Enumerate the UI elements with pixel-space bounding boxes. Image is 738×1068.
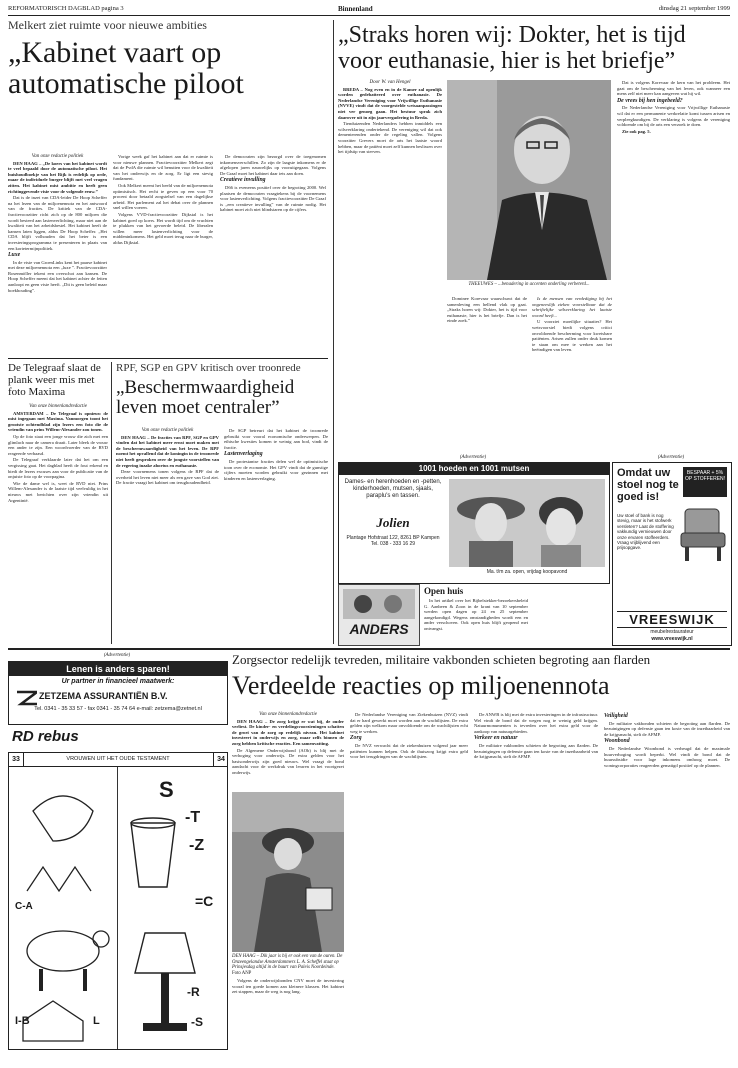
ad1-headline: 1001 hoeden en 1001 mutsen: [339, 463, 609, 475]
a6-body-6: De militaire vakbonden schieten de begroting aan flarden. De bezuinigingen op defensie gaan ten koste van de inzetbaarheid van de krijgsmacht, stelt de AFMP.: [604, 720, 730, 737]
ad1-logo-box: [338, 584, 420, 646]
a6-col-1b: [232, 978, 344, 996]
a2-col-3: [532, 296, 612, 354]
rebus-glyph-9: -S: [191, 1015, 203, 1029]
rebus-house-icon: [23, 1001, 83, 1041]
rebus-glyph-5: -T: [185, 809, 201, 826]
a2-quote: Is de mensen van verdediging bij het ongeneeslijk zieken voorstelbaar dat de schriftelijke wilsverklaring het laatste woord heeft...: [532, 296, 612, 318]
ad2-body: Uw stoel of bank is nog stevig, maar is het stofwerk versleten? Laat de stoffering vakkundig vernieuwen door onze ervaren stoffeerders. Vraag vrijblijvend een prijsopgave.: [617, 513, 674, 551]
rebus-glyph-1: C-A: [15, 901, 33, 912]
ad3-sub: Ur partner in financieel maatwerk:: [61, 678, 175, 685]
rebus-heading: VROUWEN UIT HET OUDE TESTAMENT: [66, 756, 170, 762]
a5-body: In het artikel over het Bijbelstekker-bezoekersbeleid G. Aanbeen & Zoon in de krant van 10 september werden open dagen op 24 en 25 september aangekondigd. Wegens omstandigheden wordt een en ander verschoven. Ook open huis blijft geopend met ontvangst.: [424, 598, 528, 631]
ad1-sub: Dames- en herenhoeden en -petten, kinderhoeden, mutsen, sjaals, paraplu's en tassen.: [344, 479, 442, 499]
rebus-right-num: 34: [213, 753, 228, 766]
a4-body-2: De SGP betreurt dat het kabinet de troonrede gebruikt voor vooral economische onderwerpen. De ethische kwesties komen te weinig aan bod, vindt de fractie.: [224, 428, 328, 450]
a1-body-2: In de visie van GroenLinks kent het paarse kabinet met deze miljoenennota een „luxe ”. Fractievoorzitter Rosenmöller tekent een overschot aan kansen. De Hoop Scheffer meent dat het kabinet achter de feiten aanloopt en geen visie heeft. „Dit is geen beleid maar boekhouding”.: [8, 259, 107, 293]
portrait-photo: [447, 80, 611, 280]
a4-col-1: [116, 428, 219, 487]
a6-kicker: Zorgsector redelijk tevreden, militaire vakbonden schieten begroting aan flarden: [232, 652, 651, 667]
a2-body-2: Dominee Korevaar waarschuwt dat de samenleving een hellend vlak op gaat. „Straks horen wij: Dokter, het is tijd voor euthanasie, hier is het briefje. Dan is het einde zoek.”: [447, 296, 527, 324]
a1-body-1: Dat is de inzet van CDA-leider De Hoop Scheffer na het lezen van de miljoenennota en het antwoord van de fracties. De kritiek van de CDA-fractievoorzitter richt zich op de 800 miljoen die wordt besteed aan lastenverlichting, maar niet aan de kwaliteit van het arbeidsbestel. Het kabinet heeft de kansen laten liggen, aldus De Hoop Scheffer. „Het CDA blijft volhouden dat het beter is een investeringsprogramma te presenteren in plaats van een kortetermijnpolitiek.: [8, 195, 107, 251]
a2-col-1: [338, 80, 442, 156]
rebus-lamp-icon: [125, 923, 221, 1043]
ad2-brand: VREESWIJK: [617, 611, 727, 628]
rebus-box: [8, 752, 228, 1050]
a6-body-2: Volgens de onderwijsbonden CNV moet de investering vooral ten goede komen aan kleinere klassen. Het kabinet zet stappen, maar de weg is nog lang.: [232, 978, 344, 995]
a2-subhead: De vrees bij hen ingebeeld?: [617, 97, 683, 104]
a2-title: „Straks horen wij: Dokter, het is tijd voor euthanasie, hier is het briefje”: [338, 22, 686, 74]
a6-body-7: De Nederlandse Woonbond is verheugd dat de maximale huurverhoging wordt beperkt. Wel vindt de bond dat de huursubsidie voor lage inkomens omhoog moet. De woningcorporaties reageerden gematigd positief op de plannen.: [604, 745, 730, 768]
a5-body-col: [424, 598, 528, 633]
a6-photo: [232, 792, 344, 952]
a1-byline: Van onze redactie politiek: [31, 154, 84, 159]
a3-body: [8, 404, 108, 504]
rebus-header: [9, 753, 227, 767]
rebus-glyph-6: -Z: [189, 837, 205, 854]
a2-col-2: [447, 296, 527, 325]
rebus-glyph-2: I-B: [15, 1015, 30, 1027]
rebus-bucket-icon: [123, 813, 183, 893]
a6-subhead-1: Zorg: [350, 735, 362, 742]
divider: [333, 20, 334, 644]
a6-subhead-3: Veiligheid: [604, 713, 628, 719]
a2-body-3: U voorziet moeilijke situaties? Het wetsvoorstel biedt volgens critici onvoldoende bescherming voor kwetsbare patiënten. Artsen zullen onder druk komen te staan om mee te werken aan het beëindigen van leven.: [532, 319, 612, 353]
a6-col-4: [604, 712, 730, 769]
a6-subhead-4: Woonbond: [604, 738, 630, 745]
a2-photo: [447, 80, 611, 280]
a3-byline: Van onze binnenlandredactie: [29, 404, 87, 409]
a2-body-1: Tienduizenden Nederlanders hebben inmiddels een wilsverklaring ondertekend. De vereniging wil dat ook dementerenden onder de regeling vallen. Volgens voorzitter Grevers moet de arts het laatste woord hebben, maar de patiënt moet zelf kunnen beslissen over het tijdstip van sterven.: [338, 121, 442, 155]
a2-tail: Zie ook pag. 5.: [622, 128, 651, 134]
a6-title: Verdeelde reacties op miljoenennota: [232, 671, 610, 700]
a1-body-4-intro: De democraten zijn bezorgd over de toegenomen inkomensverschillen. Zo zijn de laagste inkomens er de afgelopen jaren nauwelijks op vooruitgegaan. Volgens De Graaf moet het kabinet daar iets aan doen.: [220, 154, 326, 176]
a2-body-4: Dat is volgens Korevaar de kern van het probleem. Het gaat om de bescherming van het leven, ook wanneer een mens zelf niet meer kan aangeven wat hij wil.: [617, 80, 730, 97]
a3-body-3: Wie de dame wel is, weet de RVD niet. Prins Willem-Alexander is de laatste tijd veelvuldig in het nieuws met berichten over zijn vriendin uit Argentinië.: [8, 480, 108, 503]
a6-subhead-2: Verkeer en natuur: [474, 735, 518, 742]
a4-kicker: RPF, SGP en GPV kritisch over troonrede: [116, 362, 301, 374]
a1-kicker: Melkert ziet ruimte voor nieuwe ambities: [8, 18, 207, 32]
a2-lead: BREDA – Nog even en in de Kamer zal openlijk worden gedebatteerd over euthanasie. De Nederlandse Vereniging voor Vrijwillige Euthanasie (NVVE) vindt dat de voorgestelde wetsaanpassingen niet ver genoeg gaan. Het bestuur sprak zich daarover uit in zijn jaarvergadering in Breda.: [338, 86, 442, 120]
a6-photo-caption-text: DEN HAAG – Dik jaar is bij er ook een van de ouren. De Onzeengelandse Amsterdammers L. A. Scheffel staat op Prinsjesdag altijd in de buurt van Paleis Noordeinde.: [232, 954, 343, 971]
rebus-left-num: 33: [9, 753, 24, 766]
a3-body-1: Op de foto staat een jonge vrouw die zich met een glimlach naar de camera draait. Later bleek de vrouw een ander te zijn. Een woordvoerder van de RVD reageerde verbaasd.: [8, 433, 108, 456]
ad3-box: [8, 661, 228, 725]
a2-col-4: [617, 80, 730, 135]
rebus-title: RD rebus: [12, 728, 79, 745]
rebus-glyph-7: =C: [195, 893, 214, 909]
ad2-label: (Advertentie): [657, 455, 685, 460]
a4-col-2: [224, 428, 328, 482]
ad1-photo: [449, 479, 605, 567]
a6-lead: DEN HAAG – De zorg krijgt er wat bij, de ouder verliest. De kinder- en verdelingsvoorzieningen schatten de groei van de zorg op redelijk niveau. Het kabinet investeert in onderwijs en zorg, maar zelfs binnen de zorg hebben kritische reacties. Een samenvatting.: [232, 718, 344, 746]
ad1-logo-graphic: [343, 589, 415, 619]
a3-kicker: De Telegraaf slaat de plank weer mis met foto Maxima: [8, 362, 101, 398]
a1-body-7: Volgens VVD-fractievoorzitter Dijkstal is het kabinet goed op koers. Het wordt tijd om de vruchten te plukken van het gevoerde beleid. De liberalen willen meer lastenverlichting voor de middeninkomens. Het geld moet terug naar de burger, aldus Dijkstal.: [113, 211, 213, 245]
chair-icon: [679, 503, 727, 563]
ad3-contact: Tel. 0341 - 35 33 57 - fax 0341 - 35 74 64 e-mail: zetzema@zetnet.nl: [34, 706, 202, 712]
a1-lead: DEN HAAG – „De koers van het kabinet wordt te veel bepaald door de automatische piloot. Het huishoudboekje van het Rijk is redelijk op orde, maar de individuele burger blijft met veel vragen zitten. Het kabinet mist ambitie en heeft geen richtinggevende visie voor de volgende eeuw.”: [8, 160, 107, 194]
rebus-glyph-3: L: [93, 1015, 100, 1027]
ad2-brand-sub: meubelrestaurateur: [650, 629, 694, 635]
a4-subhead: Lastenverlaging: [224, 451, 263, 458]
a6-col-2: [350, 712, 468, 761]
a4-lead: DEN HAAG – De fracties van RPF, SGP en GPV vinden dat het kabinet meer ernst moet maken met de beschermwaardigheid van het leven. De RPF noemt het opvallend dat de koningin in de troonrede niet heeft gesproken over de jongste voorstellen van de regering inzake abortus en euthanasie.: [116, 434, 219, 468]
zetzema-logo-icon: [17, 690, 37, 706]
divider: [111, 362, 112, 644]
a4-title: „Beschermwaardigheid leven moet centraler”: [116, 377, 295, 418]
woman-photo: [232, 792, 344, 952]
a1-subhead-1: Luxe: [8, 252, 21, 259]
a1-title: „Kabinet vaart op automatische piloot: [8, 36, 244, 100]
a2-photo-caption: THEEUWES – ...benadering in accenten onderling verbeterd...: [468, 282, 590, 287]
ad2-headline: Omdat uw stoel nog te goed is!: [617, 467, 679, 503]
a4-body-1: Deze voornemens tonen volgens de RPF dat de overheid het leven niet meer als een gave van God ziet. De fractie vraagt het kabinet om terughoudendheid.: [116, 469, 219, 486]
rebus-glyph-4: S: [159, 777, 174, 802]
a6-photo-caption: [232, 954, 344, 976]
a6-body-4: De NVZ verwacht dat de ziekenhuizen volgend jaar meer patiënten kunnen helpen. Ook de thuiszorg krijgt extra geld voor het terugdringen van de wachtlijsten.: [350, 742, 468, 760]
a6-body-1: De Algemene Onderwijsbond (AOb) is blij met de verhoging voor onderwijs. De extra gelden voor het basisonderwijs zijn goed nieuws. Wel vraagt de bond aandacht voor de werkdruk van leraren in het voortgezet onderwijs.: [232, 747, 344, 775]
ad1-brand: Jolien: [376, 515, 410, 530]
a6-col-3: [474, 712, 598, 761]
rebus-divider: [117, 767, 118, 1049]
a1-col-2: [113, 154, 213, 247]
a2-byline: Door W. van Hengel: [369, 80, 411, 85]
ad3-brand: ZETZEMA ASSURANTIËN B.V.: [39, 691, 168, 701]
ad2-url[interactable]: www.vreeswijk.nl: [651, 636, 693, 642]
a5-title: Open huis: [424, 586, 464, 596]
a3-body-2: De Telegraaf verklaarde later dat het om een vergissing gaat. Het dagblad heeft de fout erkend en biedt de lezers excuses aan voor de publicatie van de onjuiste foto op de voorpagina.: [8, 457, 108, 480]
a1-body-6: Ook Melkert meent het beeld van de miljoenennota optimistisch. Het recht te geven op een voor 70 procent door betaald zorgstelsel van een dagelijkse arbeid. Het parlement zal het debat over de plannen snel willen voeren.: [113, 182, 213, 211]
rebus-hat-icon: [33, 796, 93, 841]
ad2-badge: BESPAAR + 5% OP STOFFEREN!: [683, 467, 727, 497]
a2-body-5: De Nederlandse Vereniging voor Vrijwillige Euthanasie wil dat er een permanente werkrelatie komt tussen artsen en verpleegkundigen. De verklaring is volgens de vereniging voldoende om bij de arts een verzoek te doen.: [617, 105, 730, 128]
a4-body-3: De protestantse fracties delen wel de optimistische toon over de economie. Het GPV vindt dat de gunstige cijfers moeten worden gebruikt voor gezinnen met kinderen en lastenverlaging.: [224, 458, 328, 481]
ad3-headline: Lenen is anders sparen!: [9, 662, 227, 676]
page-header: [8, 3, 730, 16]
ad1-address: Plantage Hofstraat 122, 8261 BP Kampen Tel. 038 - 333 16 29: [346, 535, 440, 547]
divider: [8, 648, 730, 650]
header-section: Binnenland: [338, 5, 373, 13]
divider: [8, 358, 328, 359]
rebus-crown-icon: [27, 867, 91, 891]
rebus-glyph-8: -R: [187, 985, 200, 999]
a6-body-5: De ANWB is blij met de extra investeringen in de infrastructuur. Wel vindt de bond dat de wegen nog te weinig geld krijgen. Natuurmonumenten is tevreden over het extra geld voor de aankoop van natuurgebieden.: [474, 712, 598, 734]
ad2-box: [612, 462, 732, 646]
a1-col-1: [8, 154, 107, 294]
rebus-sheep-icon: [27, 931, 99, 971]
header-date: dinsdag 21 september 1999: [658, 5, 730, 12]
a6-photo-credit: Foto ANP: [232, 970, 252, 976]
ad3-label: (Advertentie): [103, 653, 131, 658]
header-left: REFORMATORISCH DAGBLAD pagina 3: [8, 5, 124, 12]
a1-body-4: D66 is eveneens positief over de begroting 2000. Wel plaatsen de democraten vraagtekens bij de voornemens voor lastenverlichting. Volgens fractievoorzitter De Graaf is „een creatieve invulling” van de ruimte nodig. Het kabinet moet zich niet blindstaren op de cijfers.: [220, 184, 326, 213]
a1-body-3: Vorige week gaf het kabinet aan dat er ruimte is voor nieuwe plannen. Fractievoorzitter Melkert zegt dat de PvdA die ruimte wil benutten voor de kwaliteit van het onderwijs en de zorg. Er ligt een stevig fundament.: [113, 154, 213, 182]
a4-byline: Van onze redactie politiek: [141, 428, 194, 433]
a3-lead: AMSTERDAM – De Telegraaf is opnieuw de mist ingegaan met Maxima. Vanmorgen toont het grootste ochtendblad zijn lezers een foto die de vriendin van prins Willem-Alexander zou tonen.: [8, 410, 108, 433]
ad1-label: (Advertentie): [459, 455, 487, 460]
ad1-hours: Ma. t/m za. open, vrijdag koopavond: [486, 569, 568, 575]
a6-body-3: De Nederlandse Vereniging van Ziekenhuizen (NVZ) vindt dat er hard gewerkt moet worden aan de wachtlijsten. De extra gelden zijn welkom maar onvoldoende om de wachtlijsten echt weg te werken.: [350, 712, 468, 734]
a6-col-1: [232, 712, 344, 777]
ad1-box: [338, 462, 610, 584]
a6-body-5b: De militaire vakbonden schieten de begroting aan flarden. De bezuinigingen op defensie gaan ten koste van de inzetbaarheid van de krijgsmacht, stelt de AFMP.: [474, 742, 598, 760]
a1-col-3: [220, 154, 326, 214]
a6-byline: Van onze binnenlandredactie: [259, 712, 317, 717]
a1-subhead-2: Creatieve invulling: [220, 177, 266, 184]
ad1-logo: ANDERS: [349, 621, 409, 637]
